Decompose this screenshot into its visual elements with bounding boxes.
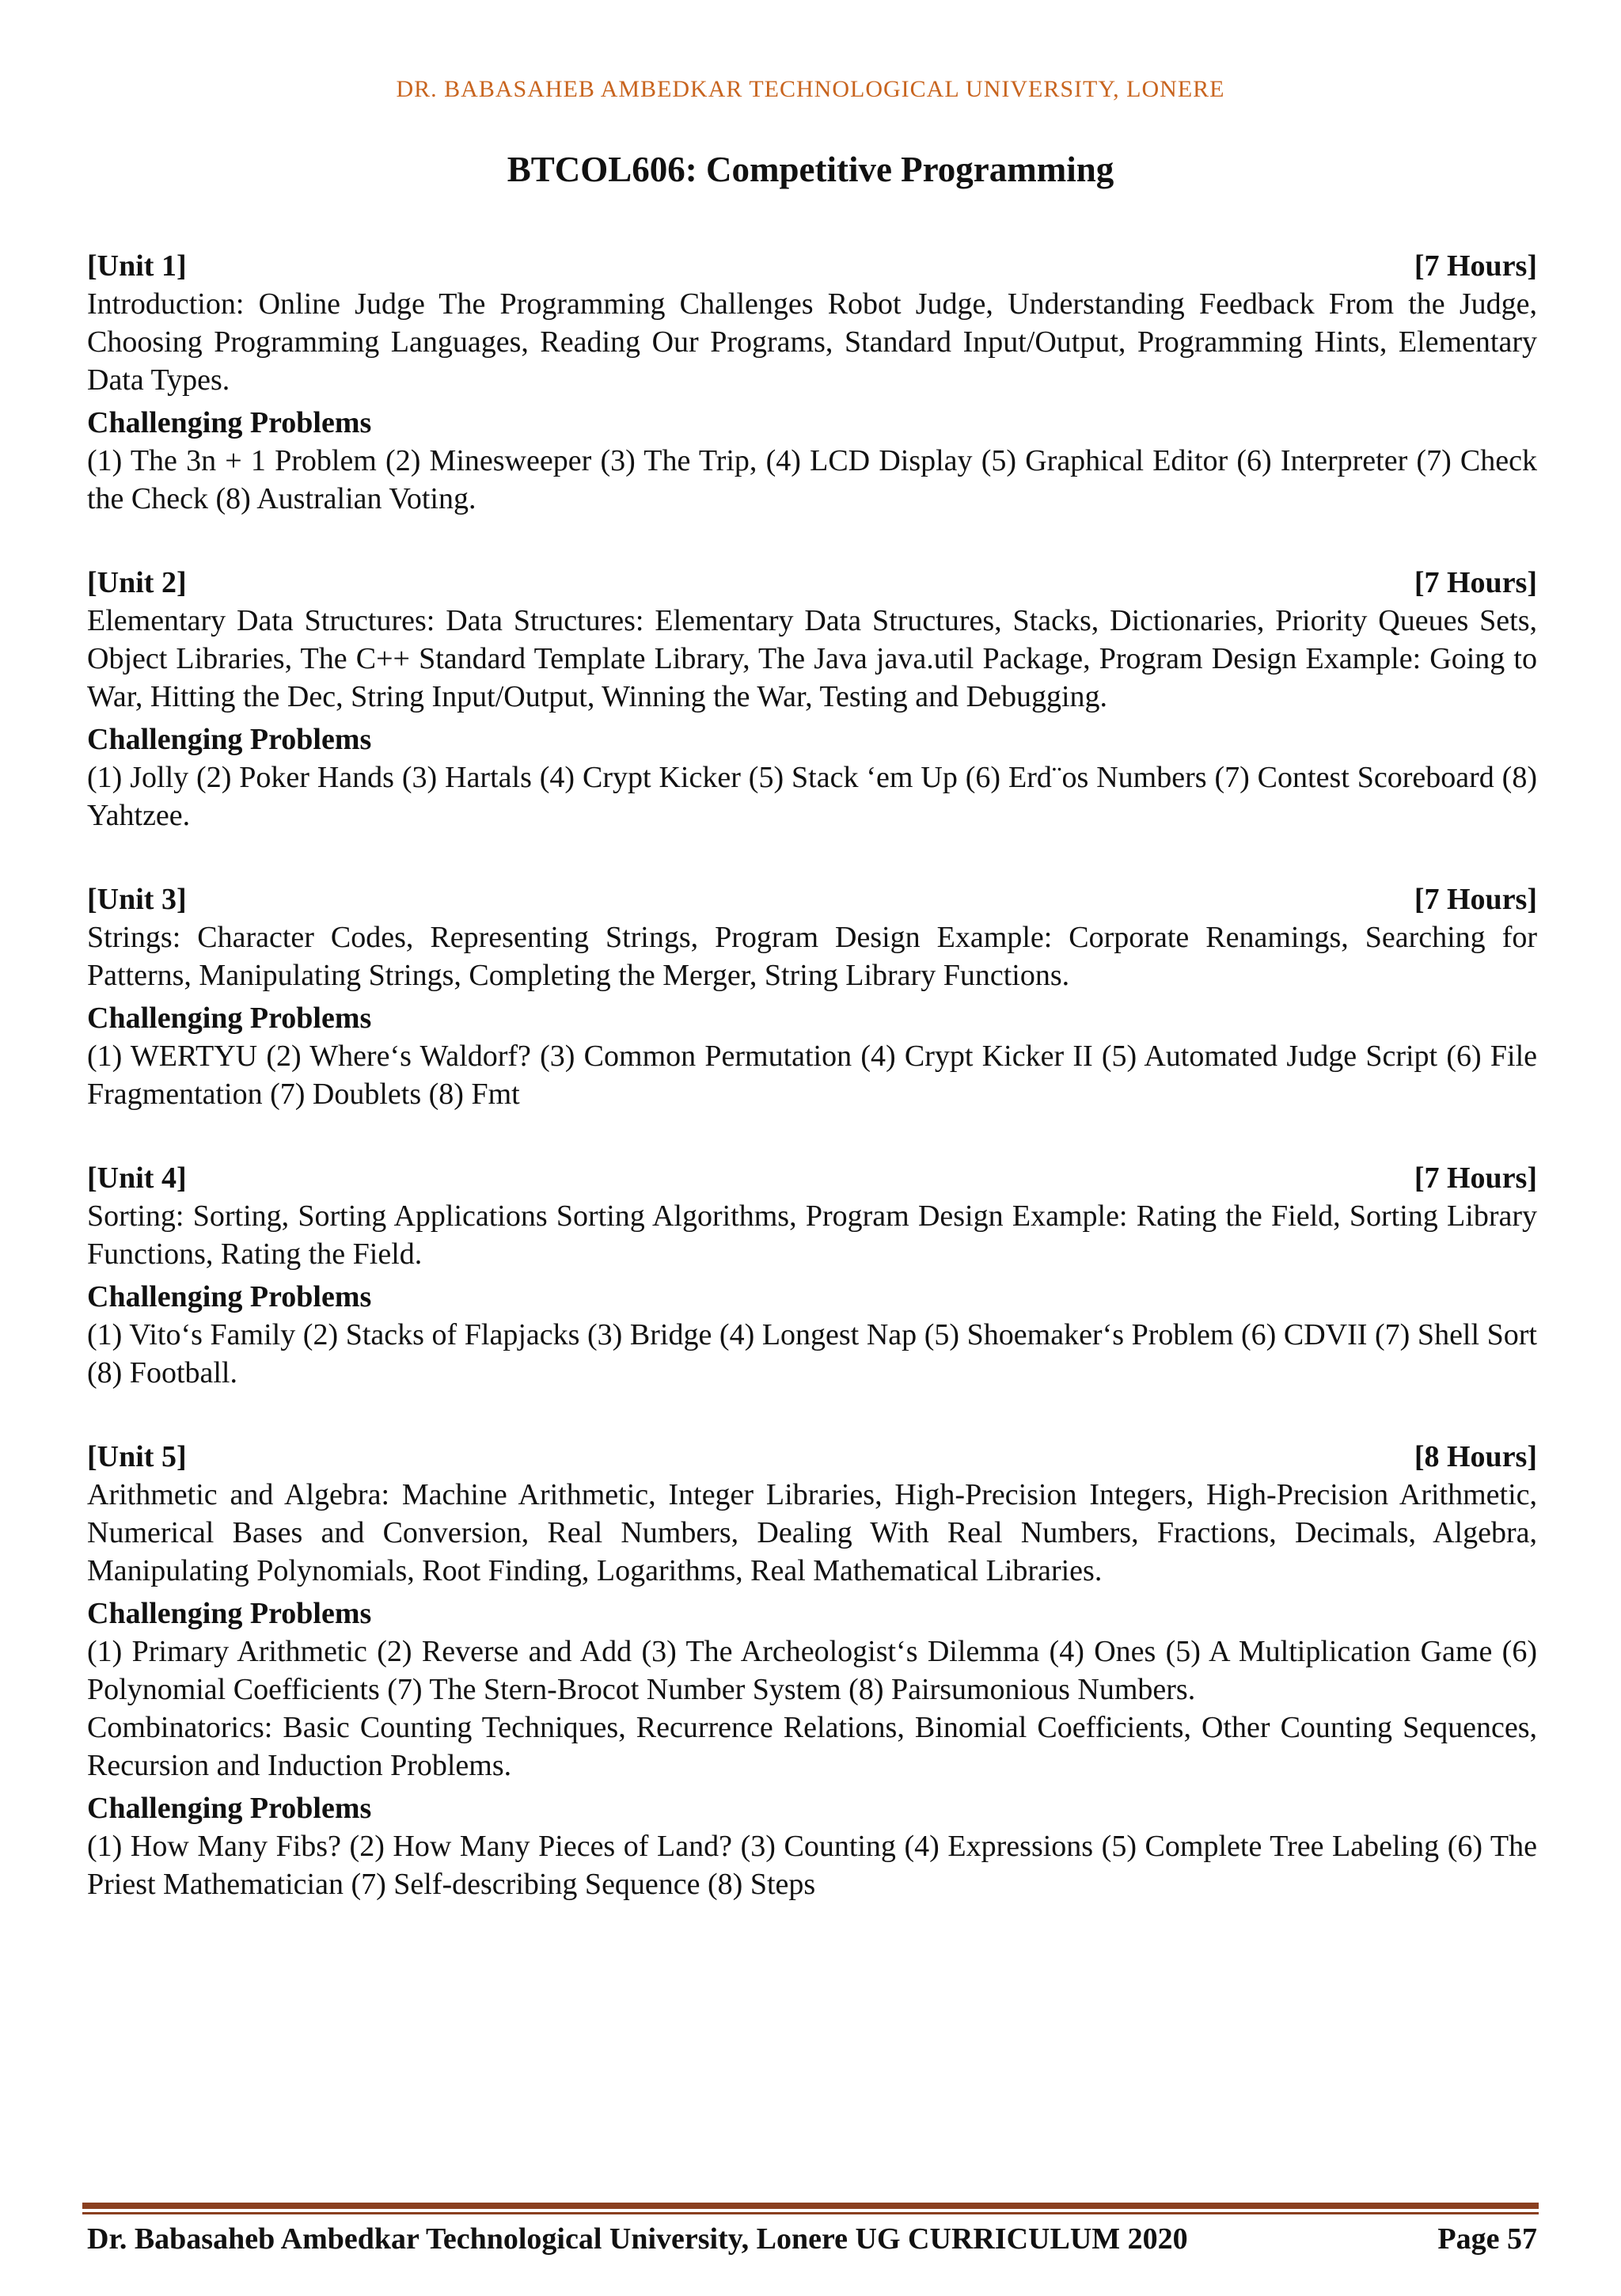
unit-paragraph: (1) Jolly (2) Poker Hands (3) Hartals (4) Crypt Kicker (5) Stack ‘em Up (6) Erd¨os Numbers (7) Contest Scoreboard (8) Yahtzee. [87,761,1537,832]
unit-hours: [7 Hours] [1414,566,1537,599]
page-footer [87,2222,1537,2256]
unit-section [87,1159,1537,1392]
unit-label: [Unit 3] [87,883,187,916]
unit-heading [87,564,1537,602]
unit-paragraph: (1) WERTYU (2) Where‘s Waldorf? (3) Common Permutation (4) Crypt Kicker II (5) Automated Judge Script (6) File Fragmentation (7) Doublets (8) Fmt [87,1040,1537,1111]
unit-paragraph: Strings: Character Codes, Representing Strings, Program Design Example: Corporate Renamings, Searching for Patterns, Manipulating Strings, Completing the Merger, String Library Functions. [87,921,1537,992]
unit-label: [Unit 1] [87,249,187,283]
footer-university: Dr. Babasaheb Ambedkar Technological University, Lonere UG CURRICULUM 2020 [87,2222,1188,2256]
unit-paragraph: Arithmetic and Algebra: Machine Arithmetic, Integer Libraries, High-Precision Integers, High-Precision Arithmetic, Numerical Bases and Conversion, Real Numbers, Dealing With Real Numbers, Fractions, Decimals, Algebra, Manipulating Polynomials, Root Finding, Logarithms, Real Mathematical Libraries. [87,1478,1537,1587]
challenging-problems-heading: Challenging Problems [87,723,372,756]
page-number: Page 57 [1437,2222,1537,2256]
unit-label: [Unit 4] [87,1161,187,1195]
unit-paragraph: Introduction: Online Judge The Programming Challenges Robot Judge, Understanding Feedback From the Judge, Choosing Programming Languages, Reading Our Programs, Standard Input/Output, Programming Hints, Elementary Data Types. [87,287,1537,397]
unit-section [87,564,1537,834]
unit-section [87,880,1537,1113]
footer-rule-thin [82,2212,1539,2214]
unit-paragraph: Elementary Data Structures: Data Structures: Elementary Data Structures, Stacks, Dictionaries, Priority Queues Sets, Object Libraries, The C++ Standard Template Library, The Java java.util Package, Program Design Example: Going to War, Hitting the Dec, String Input/Output, Winning the War, Testing and Debugging. [87,604,1537,713]
unit-hours: [7 Hours] [1414,1161,1537,1195]
challenging-problems-heading: Challenging Problems [87,406,372,439]
unit-paragraph: (1) Primary Arithmetic (2) Reverse and Add (3) The Archeologist‘s Dilemma (4) Ones (5) A Multiplication Game (6) Polynomial Coefficients (7) The Stern-Brocot Number System (8) Pairsumonious Numbers. [87,1635,1537,1706]
course-title: BTCOL606: Competitive Programming [507,150,1114,189]
unit-heading [87,247,1537,285]
unit-hours: [7 Hours] [1414,249,1537,283]
unit-heading [87,1159,1537,1197]
unit-heading [87,880,1537,918]
footer-rule [82,2203,1539,2209]
challenging-problems-heading: Challenging Problems [87,1597,372,1630]
unit-label: [Unit 5] [87,1440,187,1473]
unit-hours: [7 Hours] [1414,883,1537,916]
unit-paragraph: (1) How Many Fibs? (2) How Many Pieces of Land? (3) Counting (4) Expressions (5) Complete Tree Labeling (6) The Priest Mathematician (7) Self-describing Sequence (8) Steps [87,1830,1537,1901]
unit-section [87,1438,1537,1903]
syllabus-content [87,247,1537,1949]
challenging-problems-heading: Challenging Problems [87,1002,372,1035]
challenging-problems-heading: Challenging Problems [87,1280,372,1313]
challenging-problems-heading: Challenging Problems [87,1792,372,1825]
university-header: DR. BABASAHEB AMBEDKAR TECHNOLOGICAL UNIVERSITY, LONERE [396,76,1225,102]
unit-section [87,247,1537,518]
unit-paragraph: Sorting: Sorting, Sorting Applications Sorting Algorithms, Program Design Example: Rating the Field, Sorting Library Functions, Rating the Field. [87,1199,1537,1271]
unit-hours: [8 Hours] [1414,1440,1537,1473]
unit-label: [Unit 2] [87,566,187,599]
unit-paragraph: Combinatorics: Basic Counting Techniques, Recurrence Relations, Binomial Coefficients, Other Counting Sequences, Recursion and Induction Problems. [87,1711,1537,1782]
unit-paragraph: (1) The 3n + 1 Problem (2) Minesweeper (3) The Trip, (4) LCD Display (5) Graphical Editor (6) Interpreter (7) Check the Check (8) Australian Voting. [87,444,1537,515]
unit-paragraph: (1) Vito‘s Family (2) Stacks of Flapjacks (3) Bridge (4) Longest Nap (5) Shoemaker‘s Problem (6) CDVII (7) Shell Sort (8) Football. [87,1318,1537,1389]
unit-heading [87,1438,1537,1476]
